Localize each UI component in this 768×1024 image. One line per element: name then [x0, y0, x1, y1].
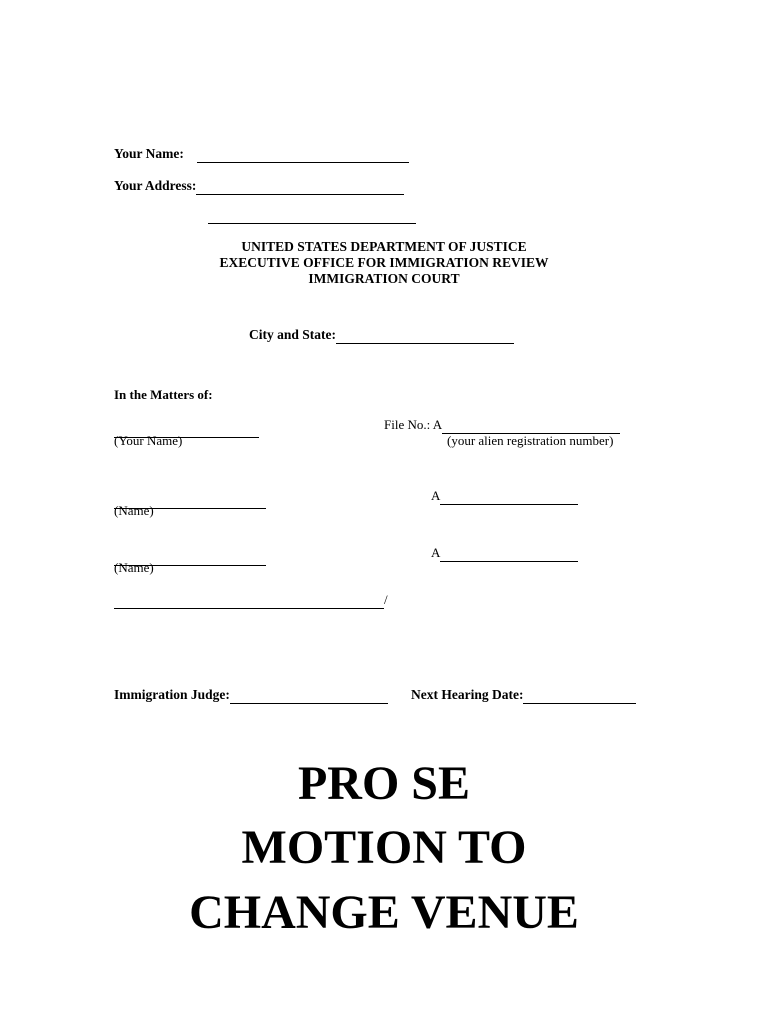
hearing-date-field[interactable]	[523, 687, 636, 704]
respondent2-caption: (Name)	[114, 503, 154, 518]
your-address-field-1[interactable]	[196, 178, 404, 195]
caption-closing-line	[114, 592, 384, 609]
city-state-row	[249, 327, 514, 344]
your-address-row	[114, 178, 404, 195]
matters-label: In the Matters of:	[114, 387, 213, 402]
your-name-field[interactable]	[197, 146, 409, 163]
respondent3-a-label: A	[431, 545, 441, 560]
judge-row	[114, 687, 388, 704]
caption-closing-row	[114, 592, 388, 609]
hearing-row	[411, 687, 636, 704]
your-name-row	[114, 146, 409, 163]
hearing-label: Next Hearing Date:	[411, 687, 524, 702]
caption-slash: /	[384, 592, 388, 607]
file-no-field[interactable]	[442, 417, 620, 434]
court-heading-line3: IMMIGRATION COURT	[308, 271, 460, 286]
city-state-field[interactable]	[336, 327, 514, 344]
your-address-label: Your Address:	[114, 178, 197, 193]
respondent1-caption: (Your Name)	[114, 433, 183, 448]
court-heading-line1: UNITED STATES DEPARTMENT OF JUSTICE	[241, 239, 527, 254]
respondent2-a-number-field[interactable]	[440, 488, 578, 505]
respondent3-a-number-row	[431, 545, 578, 562]
respondent3-a-number-field[interactable]	[440, 545, 578, 562]
court-heading-line2: EXECUTIVE OFFICE FOR IMMIGRATION REVIEW	[219, 255, 549, 270]
city-state-label: City and State:	[249, 327, 336, 342]
respondent2-a-label: A	[431, 488, 441, 503]
title-line1: PRO SE	[297, 757, 471, 810]
judge-label: Immigration Judge:	[114, 687, 230, 702]
title-line2: MOTION TO	[241, 821, 527, 874]
alien-number-caption: (your alien registration number)	[447, 433, 614, 448]
file-no-label: File No.: A	[384, 417, 443, 432]
title-line3: CHANGE VENUE	[189, 886, 579, 939]
respondent3-caption: (Name)	[114, 560, 154, 575]
your-name-label: Your Name:	[114, 146, 184, 161]
your-address-field-2[interactable]	[208, 205, 416, 224]
respondent2-a-number-row	[431, 488, 578, 505]
judge-field[interactable]	[230, 687, 388, 704]
file-no-row	[384, 417, 620, 434]
